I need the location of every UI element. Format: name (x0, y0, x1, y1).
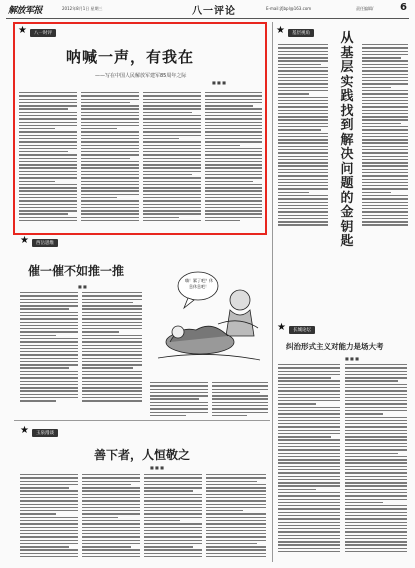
right-article-title-char: 实 (340, 74, 354, 90)
page-number: 6 (400, 2, 407, 13)
right-article-title-char: 匙 (340, 234, 354, 249)
contact-email: E-mail:jfjbpl@163.com (266, 6, 312, 11)
lead-article-body-col2 (81, 92, 139, 223)
lower-right-body-col1 (278, 364, 340, 554)
mid-left-body-col3 (150, 382, 208, 418)
right-article-title-char: 基 (340, 45, 354, 61)
right-article-title-char: 金 (340, 205, 354, 220)
cartoon-drawing (148, 258, 270, 378)
star-icon (276, 28, 288, 37)
masthead (6, 2, 409, 19)
right-article-body-col1 (278, 44, 328, 228)
right-article-title-char: 的 (340, 190, 354, 206)
mid-left-article-label: ★ 西岳思维 (20, 238, 58, 247)
lead-article-subtitle: ——写在中国人民解放军建军85周年之际 (95, 73, 187, 79)
right-article-title-char: 题 (340, 176, 354, 191)
bottom-left-body-col4 (206, 474, 266, 559)
right-article-title-char: 问 (340, 161, 354, 177)
cartoon-speech-bubble: 嗨！累了吧？休息休息吧！ (185, 278, 213, 289)
star-icon (20, 428, 32, 437)
bottom-left-article-label: ★ 玉泉漫谈 (20, 428, 58, 437)
star-icon (18, 28, 30, 37)
mid-left-body-col4 (212, 382, 268, 418)
mid-left-article-byline: ■ ■ (78, 284, 87, 289)
mid-left-article-title: 催一催不如推一推 (28, 264, 125, 278)
mid-left-body-col2 (82, 292, 142, 404)
issue-date: 2012年8月1日 星期三 (62, 6, 103, 11)
lead-article-body-col4 (205, 92, 262, 223)
star-icon (277, 325, 289, 334)
right-article-title-char: 到 (340, 118, 354, 133)
lead-article-body-col3 (143, 92, 201, 223)
section-divider (14, 420, 270, 421)
lower-right-body-col2 (345, 364, 407, 554)
right-article-title-char: 解 (340, 132, 354, 148)
lead-article-title: 呐喊一声，有我在 (66, 48, 195, 66)
right-article-title-char: 层 (340, 60, 354, 75)
newspaper-logo: 解放军报 (8, 6, 43, 16)
lead-article-body-col1 (19, 92, 77, 223)
lower-right-article-title: 纠治形式主义对能力是场大考 (286, 342, 384, 351)
column-divider (272, 22, 273, 562)
right-article-body-col2 (362, 44, 408, 228)
section-title: 八一评论 (192, 6, 236, 17)
lower-right-article-label: ★ 长城论坛 (277, 325, 315, 334)
bottom-left-article-title: 善下者，人恒敬之 (94, 448, 191, 462)
mid-left-body-col1 (20, 292, 78, 404)
right-article-title-char: 决 (340, 147, 354, 162)
right-article-title-char: 钥 (340, 219, 354, 235)
right-article-title-char: 践 (340, 89, 354, 104)
bottom-left-article-byline: ■ ■ ■ (150, 465, 164, 470)
star-icon (20, 238, 32, 247)
right-article-vertical-title (339, 32, 355, 250)
right-article-label: ★ 基层视角 (276, 28, 314, 37)
cartoon-illustration (148, 258, 270, 378)
right-article-title-char: 找 (340, 103, 354, 119)
right-article-title-char: 从 (340, 31, 354, 46)
lead-article-label: ★ 八一时评 (18, 28, 56, 37)
bottom-left-body-col2 (82, 474, 140, 559)
editor-info: 责任编辑/ (356, 6, 374, 11)
bottom-left-body-col3 (144, 474, 202, 559)
lead-article-byline: ■ ■ ■ (212, 80, 226, 85)
bottom-left-body-col1 (20, 474, 78, 559)
lower-right-article-byline: ■ ■ ■ (345, 356, 359, 361)
